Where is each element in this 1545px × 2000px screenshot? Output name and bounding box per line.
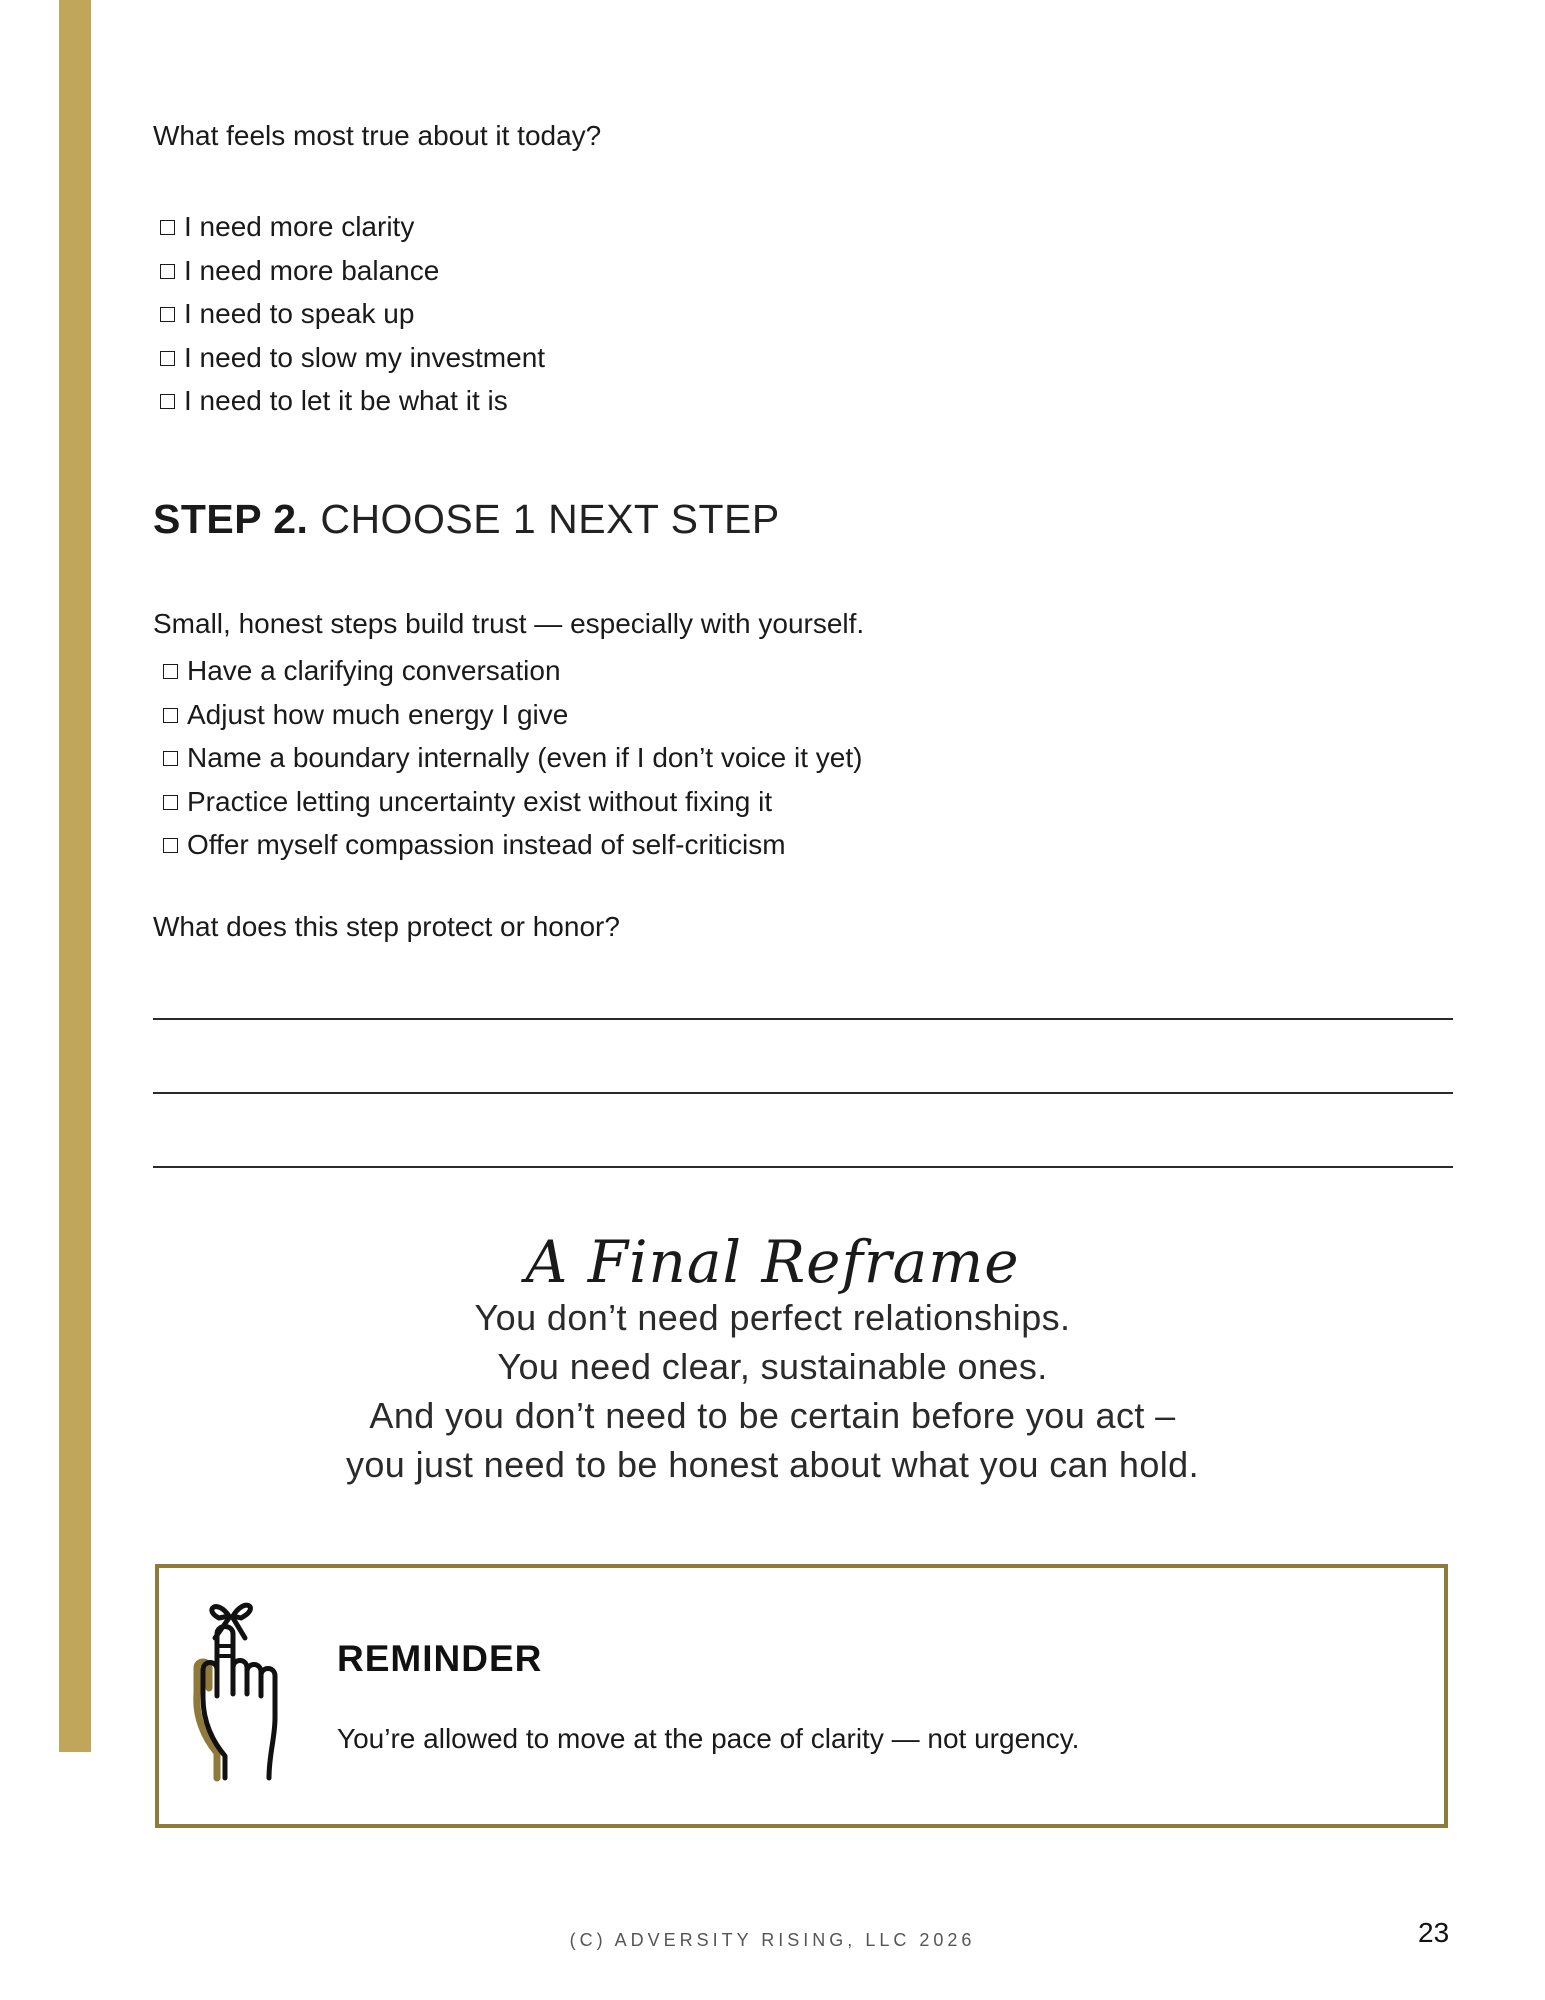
checkbox[interactable]: [160, 220, 175, 235]
checkbox[interactable]: [160, 264, 175, 279]
final-reframe-text: [0, 1293, 1545, 1489]
checkbox[interactable]: [163, 838, 178, 853]
reframe-line: And you don’t need to be certain before you act –: [369, 1395, 1176, 1436]
step2-heading: [153, 496, 780, 543]
option-label: I need to let it be what it is: [184, 385, 508, 416]
final-reframe-title: A Final Reframe: [525, 1228, 1020, 1296]
answer-line-3[interactable]: [153, 1166, 1453, 1168]
answer-line-2[interactable]: [153, 1092, 1453, 1094]
list-item[interactable]: [163, 736, 862, 780]
option-label: Name a boundary internally (even if I don’t voice it yet): [187, 742, 863, 773]
checkbox[interactable]: [160, 394, 175, 409]
list-item[interactable]: [160, 205, 545, 249]
option-label: Offer myself compassion instead of self-criticism: [187, 829, 786, 860]
reminder-title: REMINDER: [337, 1638, 543, 1679]
option-label: Have a clarifying conversation: [187, 655, 561, 686]
next-step-checklist: [163, 649, 862, 867]
answer-line-1[interactable]: [153, 1018, 1453, 1020]
option-label: Adjust how much energy I give: [187, 698, 569, 730]
checkbox[interactable]: [163, 751, 178, 766]
list-item[interactable]: [163, 780, 862, 824]
list-item[interactable]: [163, 649, 862, 693]
reframe-line: You don’t need perfect relationships.: [474, 1297, 1071, 1338]
checkbox[interactable]: [163, 708, 178, 723]
checkbox[interactable]: [160, 307, 175, 322]
footer-copyright: (C) ADVERSITY RISING, LLC 2026: [569, 1930, 976, 1950]
checkbox[interactable]: [160, 351, 175, 366]
option-label: I need to speak up: [184, 298, 415, 329]
step2-heading-number: STEP 2.: [153, 496, 309, 542]
checkbox[interactable]: [163, 795, 178, 810]
list-item[interactable]: [160, 249, 545, 293]
option-label: Practice letting uncertainty exist without fixing it: [187, 785, 773, 817]
list-item[interactable]: [163, 693, 862, 737]
list-item[interactable]: [160, 292, 545, 336]
question-today: What feels most true about it today?: [153, 120, 602, 151]
option-label: I need more balance: [184, 254, 440, 286]
list-item[interactable]: [160, 336, 545, 380]
option-label: I need to slow my investment: [184, 341, 546, 373]
reframe-line: You need clear, sustainable ones.: [497, 1346, 1048, 1387]
step2-question: What does this step protect or honor?: [153, 911, 620, 942]
reminder-text: You’re allowed to move at the pace of clarity — not urgency.: [337, 1723, 1080, 1754]
step2-intro: Small, honest steps build trust — especially with yourself.: [153, 608, 865, 639]
finger-string-icon: [189, 1588, 299, 1788]
page-number: 23: [1418, 1917, 1450, 1948]
gold-side-bar: [59, 0, 91, 1752]
feelings-checklist: [160, 205, 545, 423]
checkbox[interactable]: [163, 664, 178, 679]
step2-heading-title: CHOOSE 1 NEXT STEP: [320, 496, 780, 542]
list-item[interactable]: [163, 823, 862, 867]
list-item[interactable]: [160, 379, 545, 423]
reminder-box: [155, 1564, 1448, 1828]
reframe-line: you just need to be honest about what you can hold.: [345, 1444, 1199, 1485]
option-label: I need more clarity: [184, 211, 415, 242]
